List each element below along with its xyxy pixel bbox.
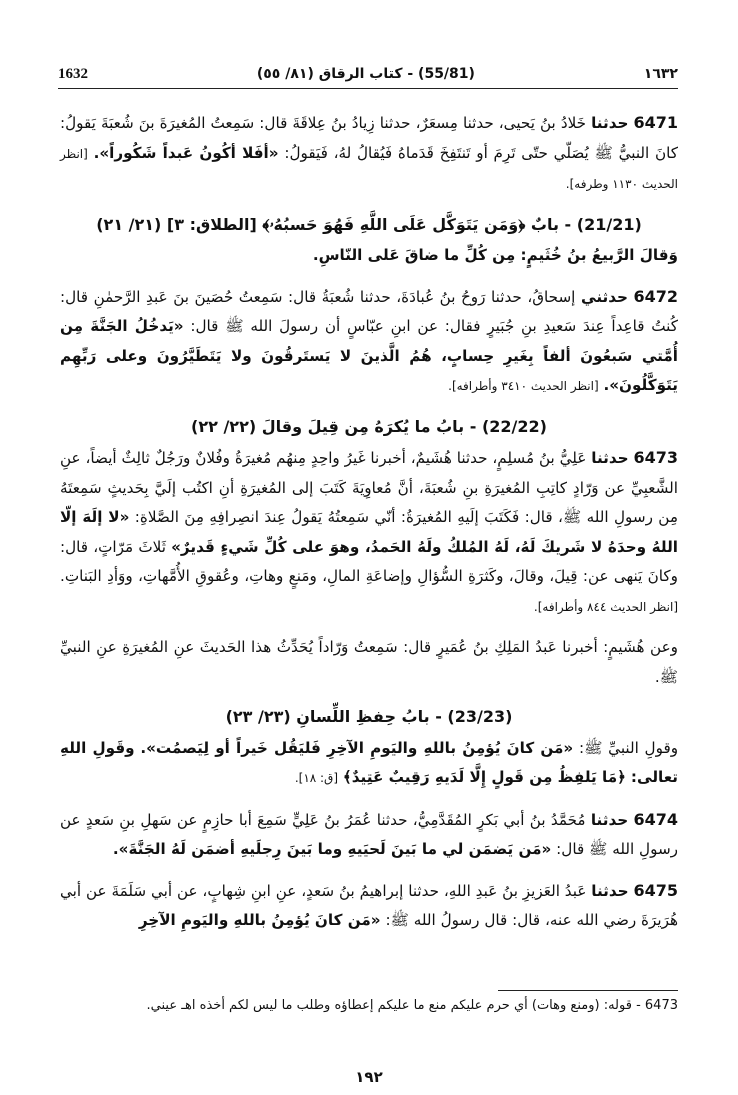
hadith-text: إسحاقُ، حدثنا رَوحُ بنُ عُبادَةَ، حدثنا شُعبَةُ قال: سَمِعتُ حُصَينَ بنَ عَبدِ الرَّحمٰنِ قال: كُنتُ قاعِداً عِندَ سَعيدِ بنِ جُبَيرٍ فقال: عن ابنِ عبّاسٍ أن رسولَ الله ﷺ قال: — [60, 287, 678, 335]
narration-word: حدثنا — [591, 881, 629, 900]
quran-verse: ﴿مَا يَلفِظُ مِن قَولٍ إِلَّا لَدَيهِ رَقِيبٌ عَتِيدٌ﴾ — [342, 768, 627, 786]
footnote-number: 6473 — [644, 998, 678, 1013]
hadith-reference: [انظر الحديث ١١٣٠ وطرفه]. — [60, 146, 678, 191]
narration-word: حدثنا — [591, 449, 629, 467]
hadith-text-continued: ثَلاثَ مَرّاتٍ، قال: وكانَ يَنهى عن: قِيلَ، وقالَ، وكَثرَةِ السُّؤالِ وإضاعَةِ المالِ، ومَنعٍ وهاتِ، وعُقوقِ الأُمَّهاتِ، ووَأدِ البَناتِ. — [60, 537, 678, 585]
narration-word: حدثني — [580, 287, 628, 306]
hadith-quote: «مَن يَضمَن لي ما بَينَ لَحيَيهِ وما بَينَ رِجلَيهِ أضمَن لَهُ الجَنَّةَ». — [112, 840, 552, 858]
hadith-quote: «مَن كانَ يُؤمِنُ باللهِ واليَومِ الآخِرِ — [138, 911, 381, 929]
hadith-6474 — [60, 805, 678, 865]
chapter-21-title: (21/21) - بابٌ ﴿وَمَن يَتَوَكَّل عَلَى اللَّهِ فَهُوَ حَسبُهُۥ﴾ [الطلاق: ٣] (٢١/ ٢١) — [96, 214, 642, 234]
footnote — [60, 998, 678, 1013]
hadith-number: 6471 — [633, 113, 678, 132]
chapter-23-text: وقولِ النبيِّ ﷺ: — [578, 738, 679, 757]
hadith-number: 6474 — [633, 809, 678, 829]
hadith-quote: «لا إلَهَ إلّا اللهُ وحدَهُ لا شَريكَ لَهُ، لَهُ المُلكُ ولَهُ الحَمدُ، وهوَ على كُلِّ شَيءٍ قَديرٌ» — [60, 508, 678, 556]
chapter-22-title: (22/22) - بابُ ما يُكرَهُ مِن قِيلَ وقالَ (٢٢/ ٢٢) — [191, 416, 547, 436]
hadith-text: مُحَمَّدُ بنُ أبي بَكرٍ المُقَدَّمِيُّ، حدثنا عُمَرُ بنُ عَلِيٍّ سَمِعَ أبا حازِمٍ عن سَهلِ بنِ سَعدٍ عن رسولِ الله ﷺ قال: — [60, 810, 678, 858]
chapter-23-intro — [60, 734, 678, 794]
footnote-rule — [498, 990, 678, 991]
hadith-6471 — [60, 108, 678, 200]
hadith-reference: [انظر الحديث ٨٤٤ وأطرافه]. — [533, 599, 678, 614]
hadith-text: خَلادُ بنُ يَحيى، حدثنا مِسعَرٌ، حدثنا زِيادُ بنُ عِلاقَةَ قال: سَمِعتُ المُغيرَةَ بنَ شُعبَةَ يَقولُ: كانَ النبيُّ ﷺ يُصَلّي حتّى تَرِمَ أو تَنتَفِخَ قَدَماهُ فَيُقالُ لهُ، فَيَقولُ: — [60, 114, 679, 162]
running-title: (55/81) - كتاب الرقاق (٨١/ ٥٥) — [256, 66, 475, 82]
page-header — [58, 62, 678, 86]
page-number-footer: ١٩٢ — [355, 1068, 383, 1086]
hadith-number: 6472 — [633, 286, 679, 306]
hadith-reference: [انظر الحديث ٣٤١٠ وأطرافه]. — [448, 379, 599, 393]
page-number-latin: 1632 — [58, 65, 88, 82]
hadith-text: عَبدُ العَزيزِ بنُ عَبدِ اللهِ، حدثنا إبراهيمُ بنُ سَعدٍ، عنِ ابنِ شِهابٍ، عن أبي سَلَمَةَ عن أبي هُرَيرَةَ رضي الله عنه، قال: قال رسولُ الله ﷺ: — [60, 881, 678, 929]
footnote-text: - قوله: (ومنع وهات) أي حرم عليكم منع ما عليكم إعطاؤه وطلب ما ليس لكم أخذه اهـ عيني. — [146, 998, 641, 1013]
hadith-quote: «يَدخُلُ الجَنَّةَ مِن أُمَّتي سَبعُونَ ألفاً بِغَيرِ حِسابٍ، هُمُ الَّذينَ لا يَستَرقُونَ ولا يَتَطَيَّرُونَ وعلى رَبِّهِم يَتَوَكَّلُونَ». — [60, 317, 678, 394]
header-rule — [58, 88, 678, 89]
main-text — [60, 108, 678, 936]
chapter-23-quote: «مَن كانَ يُؤمِنُ باللهِ واليَومِ الآخِرِ فَليَقُل خَيراً أو لِيَصمُت». — [140, 738, 574, 757]
narration-word: حدثنا — [591, 114, 629, 132]
hadith-number: 6473 — [633, 448, 679, 467]
hadith-6473-addendum: وعن هُشَيمٍ: أخبرنا عَبدُ المَلِكِ بنُ عُمَيرٍ قال: سَمِعتُ وَرّاداً يُحَدِّثُ هذا الحَديثَ عنِ المُغيرَةِ عنِ النبيِّ ﷺ. — [60, 638, 678, 686]
hadith-6472 — [60, 282, 678, 402]
chapter-21-text: وَقالَ الرَّبيعُ بنُ خُثَيمٍ: مِن كُلِّ ما ضاقَ عَلى النّاسِ. — [312, 246, 678, 264]
hadith-quote: «أفَلا أكُونُ عَبداً شَكُوراً». — [93, 143, 279, 162]
page-number-arabic: ١٦٣٢ — [643, 66, 678, 82]
hadith-text: عَلِيُّ بنُ مُسلِمٍ، حدثنا هُشَيمٌ، أخبرنا غَيرُ واحِدٍ مِنهُم مُغيرَةُ وفُلانٌ ورَجُلٌ ثالِثٌ أيضاً، عنِ الشَّعبِيِّ عن وَرّادٍ كاتِبِ المُغيرَةِ بنِ شُعبَةَ، أنَّ مُعاوِيَةَ كَتَبَ إلى المُغيرَةِ أنِ اكتُب إلَيَّ بِحَديثٍ سَمِعتَهُ مِن رسولِ الله ﷺ، قال: فَكَتَبَ إلَيهِ المُغيرَةُ: أنّي سَمِعتُهُ يَقولُ عِندَ انصِرافِهِ مِنَ الصَّلاةِ: — [60, 449, 679, 526]
chapter-23-title: (23/23) - بابُ حِفظِ اللِّسانِ (٢٣/ ٢٣) — [225, 707, 513, 726]
hadith-6473 — [60, 443, 678, 622]
hadith-6475 — [60, 876, 678, 936]
hadith-number: 6475 — [633, 880, 678, 900]
verse-reference: [ق: ١٨]. — [294, 771, 339, 785]
narration-word: حدثنا — [590, 810, 629, 829]
chapter-23-text-2: وقَولِ اللهِ تعالى: — [60, 738, 678, 786]
